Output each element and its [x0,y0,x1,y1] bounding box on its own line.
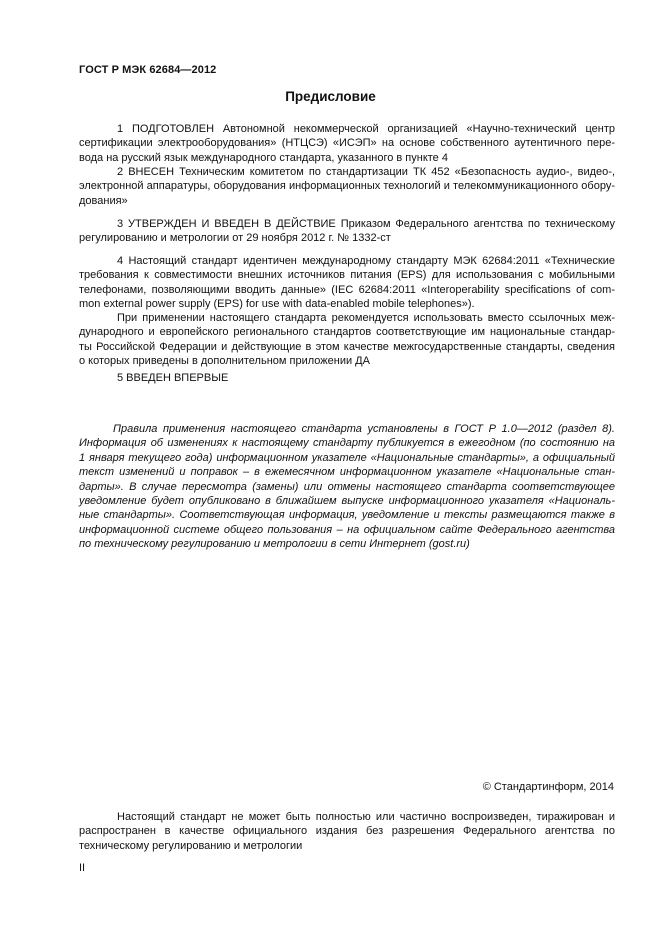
page-title: Предисловие [285,89,376,104]
text-line: распространен в качестве официального издания без разрешения Федерального агентства по [79,825,615,838]
text-line: телефонами, позволяющими вводить данные» (IEC 62684:2011 «Interoperability specifications of com- [79,283,615,296]
text-line: вода на русский язык международного стандарта, указанного в пункте 4 [79,151,448,164]
text-line: 5 ВВЕДЕН ВПЕРВЫЕ [117,372,229,384]
foreword-item-3 [79,217,615,246]
text-line: ные стандарты». Соответствующая информация, уведомление и тексты размещаются также в [79,509,615,522]
text-line: электронной аппаратуры, оборудования информационных технологий и телекоммуникационного обору- [79,180,615,193]
standard-usage-notice [79,422,615,552]
copyright-notice: © Стандартинформ, 2014 [482,781,614,793]
foreword-item-4 [79,254,615,312]
text-line: ты Российской Федерации и действующие в этом качестве межгосударственные стандарты, сведения [79,340,615,353]
text-line: 1 ПОДГОТОВЛЕН Автономной некоммерческой организацией «Научно-технический центр [117,123,615,135]
text-line: информационной системе общего пользования – на официальном сайте Федерального агентства [79,523,615,536]
foreword-item-2 [79,165,615,208]
text-line: сертификации электрооборудования» (НТЦСЭ) «ИСЭП» на основе собственного аутентичного пере- [79,137,615,150]
text-line: Информация об изменениях к настоящему стандарту публикуется в ежегодном (по состоянию на [79,437,615,450]
text-line: При применении настоящего стандарта рекомендуется использовать вместо ссылочных меж- [117,312,615,324]
text-line: регулированию и метрологии от 29 ноября 2012 г. № 1332-ст [79,232,391,245]
text-line: дународного и европейского регионального стандартов соответствующие им национальные стандар- [79,326,615,339]
text-line: mon external power supply (EPS) for use with data-enabled mobile telephones»). [79,298,475,311]
foreword-item-5 [79,371,615,385]
page-number: II [79,862,86,874]
text-line: уведомление будет опубликовано в ближайшем выпуске информационного указателя «Националь- [79,495,615,508]
text-line: Настоящий стандарт не может быть полностью или частично воспроизведен, тиражирован и [117,811,615,823]
text-line: 3 УТВЕРЖДЕН И ВВЕДЕН В ДЕЙСТВИЕ Приказом Федерального агентства по техническому [117,218,615,230]
text-line: Правила применения настоящего стандарта установлены в ГОСТ Р 1.0—2012 (раздел 8). [113,423,615,435]
document-code-header: ГОСТ Р МЭК 62684—2012 [79,64,217,76]
text-line: дарты». В случае пересмотра (замены) или отмены настоящего стандарта соответствующее [79,480,615,493]
text-line: 4 Настоящий стандарт идентичен международному стандарту МЭК 62684:2011 «Технические [117,255,615,267]
text-line: требования к совместимости внешних источников питания (EPS) для использования с мобильными [79,269,615,282]
text-line: техническому регулированию и метрологии [79,839,303,852]
foreword-item-4-note [79,311,615,369]
text-line: о которых приведены в дополнительном приложении ДА [79,355,370,368]
text-line: дования» [79,194,128,207]
text-line: 2 ВНЕСЕН Техническим комитетом по стандартизации ТК 452 «Безопасность аудио-, видео-, [117,166,615,178]
text-line: текст изменений и поправок – в ежемесячном информационном указателе «Национальные стан- [79,466,615,479]
reproduction-restriction-note [79,810,615,853]
text-line: 1 января текущего года) информационном указателе «Национальные стандарты», а официальный [79,451,615,464]
text-line: по техническому регулированию и метрологии в сети Интернет (gost.ru) [79,538,470,551]
foreword-item-1 [79,122,615,165]
